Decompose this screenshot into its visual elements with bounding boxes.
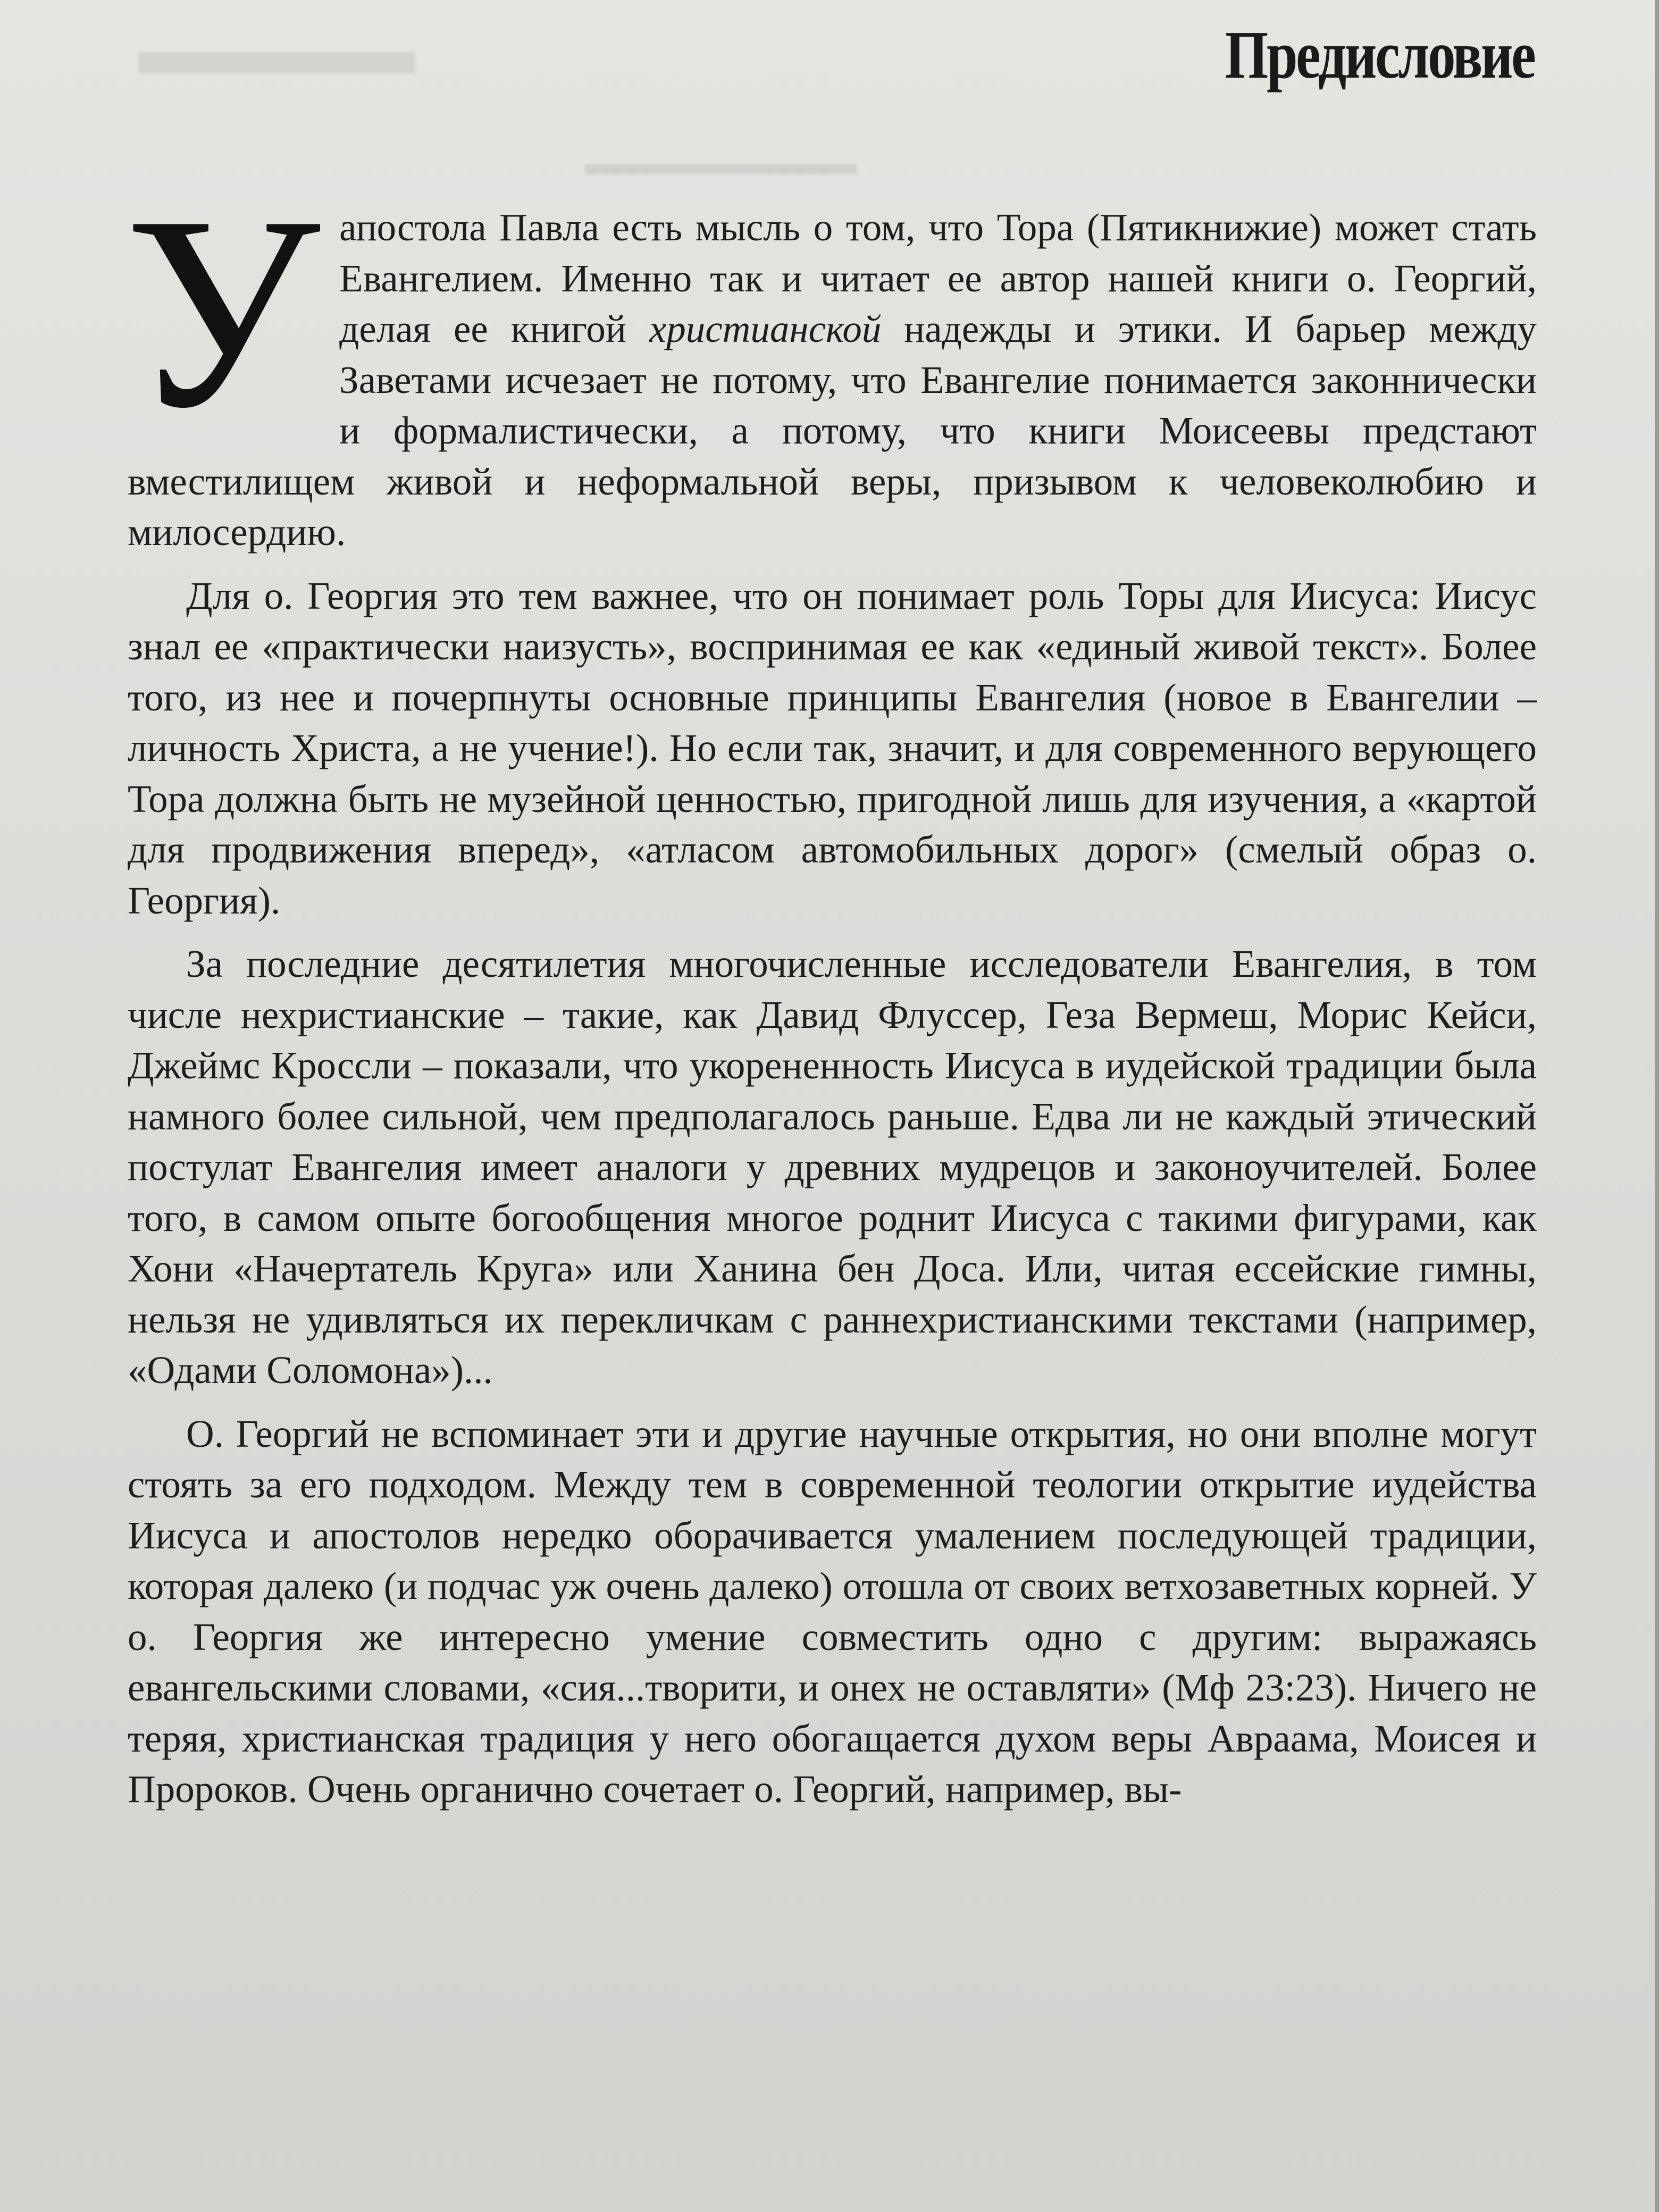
paragraph-1-text-a: апостола Павла есть мысль о том, что Тора (Пятикнижие) может стать Евангелием. Именно так и читает ее автор нашей книги о. Георгий, делая ее книгой [339,206,1537,350]
paragraph-3-text: За последние десятилетия многочисленные исследователи Евангелия, в том числе нехристианские – такие, как Давид Флуссер, Геза Вермеш, Морис Кейси, Джеймс Кроссли – показали, что укорененность Иисуса в иудейской традиции была намного более сильной, чем предполагалось раньше. Едва ли не каждый этический постулат Евангелия имеет аналоги у древних мудрецов и законоучителей. Более того, в самом опыте богообщения многое роднит Иисуса с такими фигурами, как Хони «Начертатель Круга» или Ханина бен Доса. Или, читая ессейские гимны, нельзя не удивляться их перекличкам с раннехристианскими текстами (например, «Одами Соломона»)... [128,942,1537,1392]
bleed-through-subtitle: ▬▬▬▬▬▬▬▬ [585,144,857,182]
page-title: Предисловие [1225,17,1534,93]
bleed-through-title: ▬▬▬▬ [138,12,415,89]
paragraph-1-italic: христианской [649,307,882,350]
paragraph-1-text-b: надежды и этики. И барьер между Заветами исчезает не потому, что Евангелие понимается законнически и формалистически, а потому, что книги Моисеевы предстают вместилищем живой и неформальной веры, призывом к человеколюбию и милосердию. [128,307,1537,554]
paragraph-2 [128,571,1537,926]
paragraph-4 [128,1409,1537,1815]
body-text [124,160,1537,1815]
paragraph-3 [128,939,1537,1396]
drop-cap: У [124,160,321,465]
paragraph-4-text: О. Георгий не вспоминает эти и другие научные открытия, но они вполне могут стоять за его подходом. Между тем в современной теологии открытие иудейства Иисуса и апостолов нередко оборачивается умалением последующей традиции, которая далеко (и подчас уж очень далеко) отошла от своих ветхозаветных корней. У о. Георгия же интересно умение совместить одно с другим: выражаясь евангельскими словами, «сия...творити, и онех не оставляти» (Мф 23:23). Ничего не теряя, христианская традиция у него обогащается духом веры Авраама, Моисея и Пророков. Очень органично сочетает о. Георгий, например, вы- [128,1412,1537,1811]
paragraph-1 [124,160,1537,558]
page-edge [1655,0,1659,2212]
paragraph-2-text: Для о. Георгия это тем важнее, что он понимает роль Торы для Иисуса: Иисус знал ее «практически наизусть», воспринимая ее как «единый живой текст». Более того, из нее и почерпнуты основные принципы Евангелия (новое в Евангелии – личность Христа, а не учение!). Но если так, значит, и для современного верующего Тора должна быть не музейной ценностью, пригодной лишь для изучения, а «картой для продвижения вперед», «атласом автомобильных дорог» (смелый образ о. Георгия). [128,574,1537,922]
